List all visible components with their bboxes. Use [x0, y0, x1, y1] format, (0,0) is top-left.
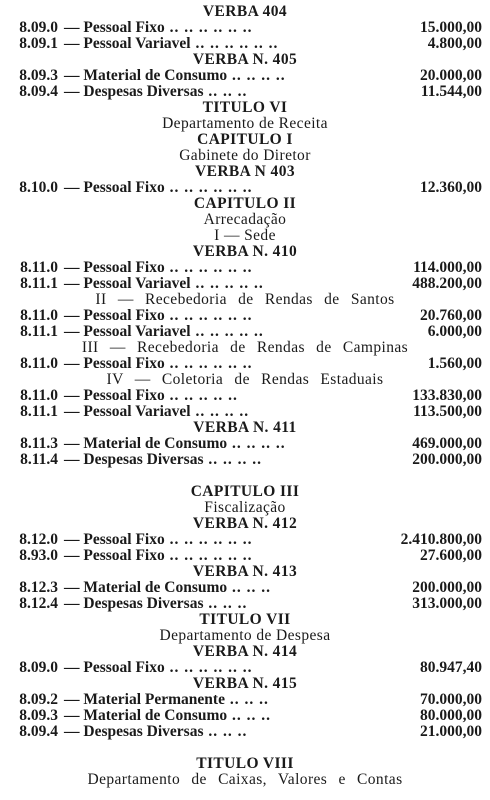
budget-amount: 11.544,00: [420, 83, 482, 100]
budget-amount: 1.560,00: [427, 355, 482, 372]
leader-dots: .. .. .. .. .. ..: [164, 307, 253, 324]
section-heading: VERBA N. 414: [192, 643, 298, 660]
section-subtitle: IV — Coletoria de Rendas Estaduais: [106, 371, 384, 388]
section-heading: CAPITULO II: [193, 195, 297, 212]
budget-label: — Despesas Diversas: [64, 595, 204, 612]
budget-code: 8.11.3: [20, 435, 58, 452]
budget-code: 8.11.1: [20, 403, 58, 420]
leader-dots: .. .. .. .. ..: [190, 275, 264, 292]
section-heading: VERBA 404: [202, 3, 288, 20]
budget-amount: 15.000,00: [420, 19, 482, 36]
budget-code: 8.09.2: [19, 691, 58, 708]
budget-label: — Pessoal Fixo: [64, 531, 165, 548]
budget-amount: 133.830,00: [412, 387, 482, 404]
section-subtitle: Arrecadação: [203, 211, 287, 228]
budget-code: 8.09.0: [19, 19, 58, 36]
leader-dots: .. .. .. .. .. ..: [164, 659, 253, 676]
budget-amount: 27.600,00: [420, 547, 482, 564]
budget-code: 8.93.0: [19, 547, 58, 564]
budget-amount: 80.000,00: [420, 707, 482, 724]
budget-code: 8.11.4: [20, 451, 58, 468]
budget-amount: 80.947,40: [420, 659, 482, 676]
budget-code: 8.11.1: [20, 275, 58, 292]
budget-amount: 21.000,00: [420, 723, 482, 740]
budget-label: — Pessoal Fixo: [64, 259, 165, 276]
budget-amount: 113.500,00: [413, 403, 482, 420]
section-heading: VERBA N. 411: [193, 419, 297, 436]
section-heading: VERBA N 403: [195, 163, 295, 180]
budget-label: — Material de Consumo: [64, 435, 228, 452]
budget-amount: 2.410.800,00: [400, 531, 482, 548]
budget-code: 8.12.4: [19, 595, 58, 612]
leader-dots: .. .. .. .. .. ..: [164, 547, 253, 564]
section-subtitle: Departamento de Receita: [162, 115, 328, 132]
budget-amount: 6.000,00: [427, 323, 482, 340]
budget-label: — Despesas Diversas: [64, 83, 204, 100]
leader-dots: .. .. ..: [227, 707, 272, 724]
budget-code: 8.09.1: [19, 35, 58, 52]
leader-dots: .. .. .. ..: [227, 67, 286, 84]
budget-label: — Pessoal Fixo: [64, 659, 165, 676]
budget-code: 8.10.0: [19, 179, 58, 196]
section-heading: CAPITULO I: [197, 131, 293, 148]
budget-label: — Material de Consumo: [64, 579, 228, 596]
leader-dots: .. .. .. .. .. ..: [190, 35, 279, 52]
section-subtitle: III — Recebedoria de Rendas de Campinas: [81, 339, 409, 356]
budget-code: 8.12.3: [19, 579, 58, 596]
budget-label: — Pessoal Variavel: [64, 275, 191, 292]
budget-code: 8.11.0: [20, 355, 58, 372]
section-heading: TITULO VII: [199, 611, 291, 628]
budget-label: — Pessoal Fixo: [64, 19, 165, 36]
budget-amount: 200.000,00: [412, 579, 482, 596]
leader-dots: .. .. .. ..: [227, 435, 286, 452]
leader-dots: .. .. .. .. ..: [164, 387, 238, 404]
budget-code: 8.11.0: [20, 387, 58, 404]
budget-amount: 114.000,00: [413, 259, 482, 276]
budget-code: 8.09.4: [19, 723, 58, 740]
budget-amount: 20.760,00: [420, 307, 482, 324]
budget-code: 8.09.3: [19, 67, 58, 84]
section-heading: CAPITULO III: [190, 483, 300, 500]
section-subtitle: I — Sede: [214, 227, 276, 244]
section-heading: VERBA N. 413: [192, 563, 298, 580]
budget-label: — Material de Consumo: [64, 707, 228, 724]
section-heading: VERBA N. 412: [192, 515, 298, 532]
budget-code: 8.11.0: [20, 259, 58, 276]
section-subtitle: II — Recebedoria de Rendas de Santos: [95, 291, 395, 308]
budget-amount: 488.200,00: [412, 275, 482, 292]
budget-code: 8.12.0: [19, 531, 58, 548]
section-heading: VERBA N. 415: [192, 675, 298, 692]
section-subtitle: Gabinete do Diretor: [179, 147, 311, 164]
leader-dots: .. .. ..: [203, 83, 248, 100]
budget-code: 8.09.3: [19, 707, 58, 724]
budget-label: — Pessoal Fixo: [64, 387, 165, 404]
budget-label: — Material de Consumo: [64, 67, 228, 84]
budget-amount: 313.000,00: [412, 595, 482, 612]
budget-code: 8.11.0: [20, 307, 58, 324]
section-subtitle: Departamento de Despesa: [159, 627, 331, 644]
budget-label: — Pessoal Variavel: [64, 35, 191, 52]
budget-label: — Despesas Diversas: [64, 451, 204, 468]
leader-dots: .. .. ..: [224, 691, 269, 708]
section-heading: TITULO VIII: [196, 755, 294, 772]
budget-label: — Material Permanente: [64, 691, 225, 708]
budget-code: 8.09.0: [19, 659, 58, 676]
section-heading: VERBA N. 410: [192, 243, 298, 260]
leader-dots: .. .. .. .. .. ..: [164, 355, 253, 372]
budget-label: — Pessoal Fixo: [64, 547, 165, 564]
section-heading: VERBA N. 405: [192, 51, 298, 68]
leader-dots: .. .. .. .. .. ..: [164, 531, 253, 548]
budget-amount: 70.000,00: [420, 691, 482, 708]
budget-label: — Despesas Diversas: [64, 723, 204, 740]
budget-amount: 4.800,00: [427, 35, 482, 52]
leader-dots: .. .. .. .. ..: [190, 323, 264, 340]
leader-dots: .. .. .. ..: [203, 451, 262, 468]
section-subtitle: Fiscalização: [204, 499, 286, 516]
leader-dots: .. .. .. ..: [190, 403, 250, 420]
budget-label: — Pessoal Fixo: [64, 179, 165, 196]
budget-code: 8.09.4: [19, 83, 58, 100]
budget-amount: 12.360,00: [420, 179, 482, 196]
budget-label: — Pessoal Variavel: [64, 403, 191, 420]
budget-amount: 20.000,00: [420, 67, 482, 84]
leader-dots: .. .. .. .. .. ..: [164, 19, 253, 36]
section-subtitle: Departamento de Caixas, Valores e Contas: [87, 771, 403, 788]
leader-dots: .. .. ..: [203, 595, 248, 612]
section-heading: TITULO VI: [202, 99, 288, 116]
budget-label: — Pessoal Variavel: [64, 323, 191, 340]
budget-amount: 469.000,00: [412, 435, 482, 452]
leader-dots: .. .. ..: [203, 723, 248, 740]
leader-dots: .. .. .. .. .. ..: [164, 179, 253, 196]
budget-label: — Pessoal Fixo: [64, 307, 165, 324]
budget-code: 8.11.1: [20, 323, 58, 340]
budget-label: — Pessoal Fixo: [64, 355, 165, 372]
leader-dots: .. .. ..: [227, 579, 272, 596]
budget-amount: 200.000,00: [412, 451, 482, 468]
leader-dots: .. .. .. .. .. ..: [164, 259, 253, 276]
